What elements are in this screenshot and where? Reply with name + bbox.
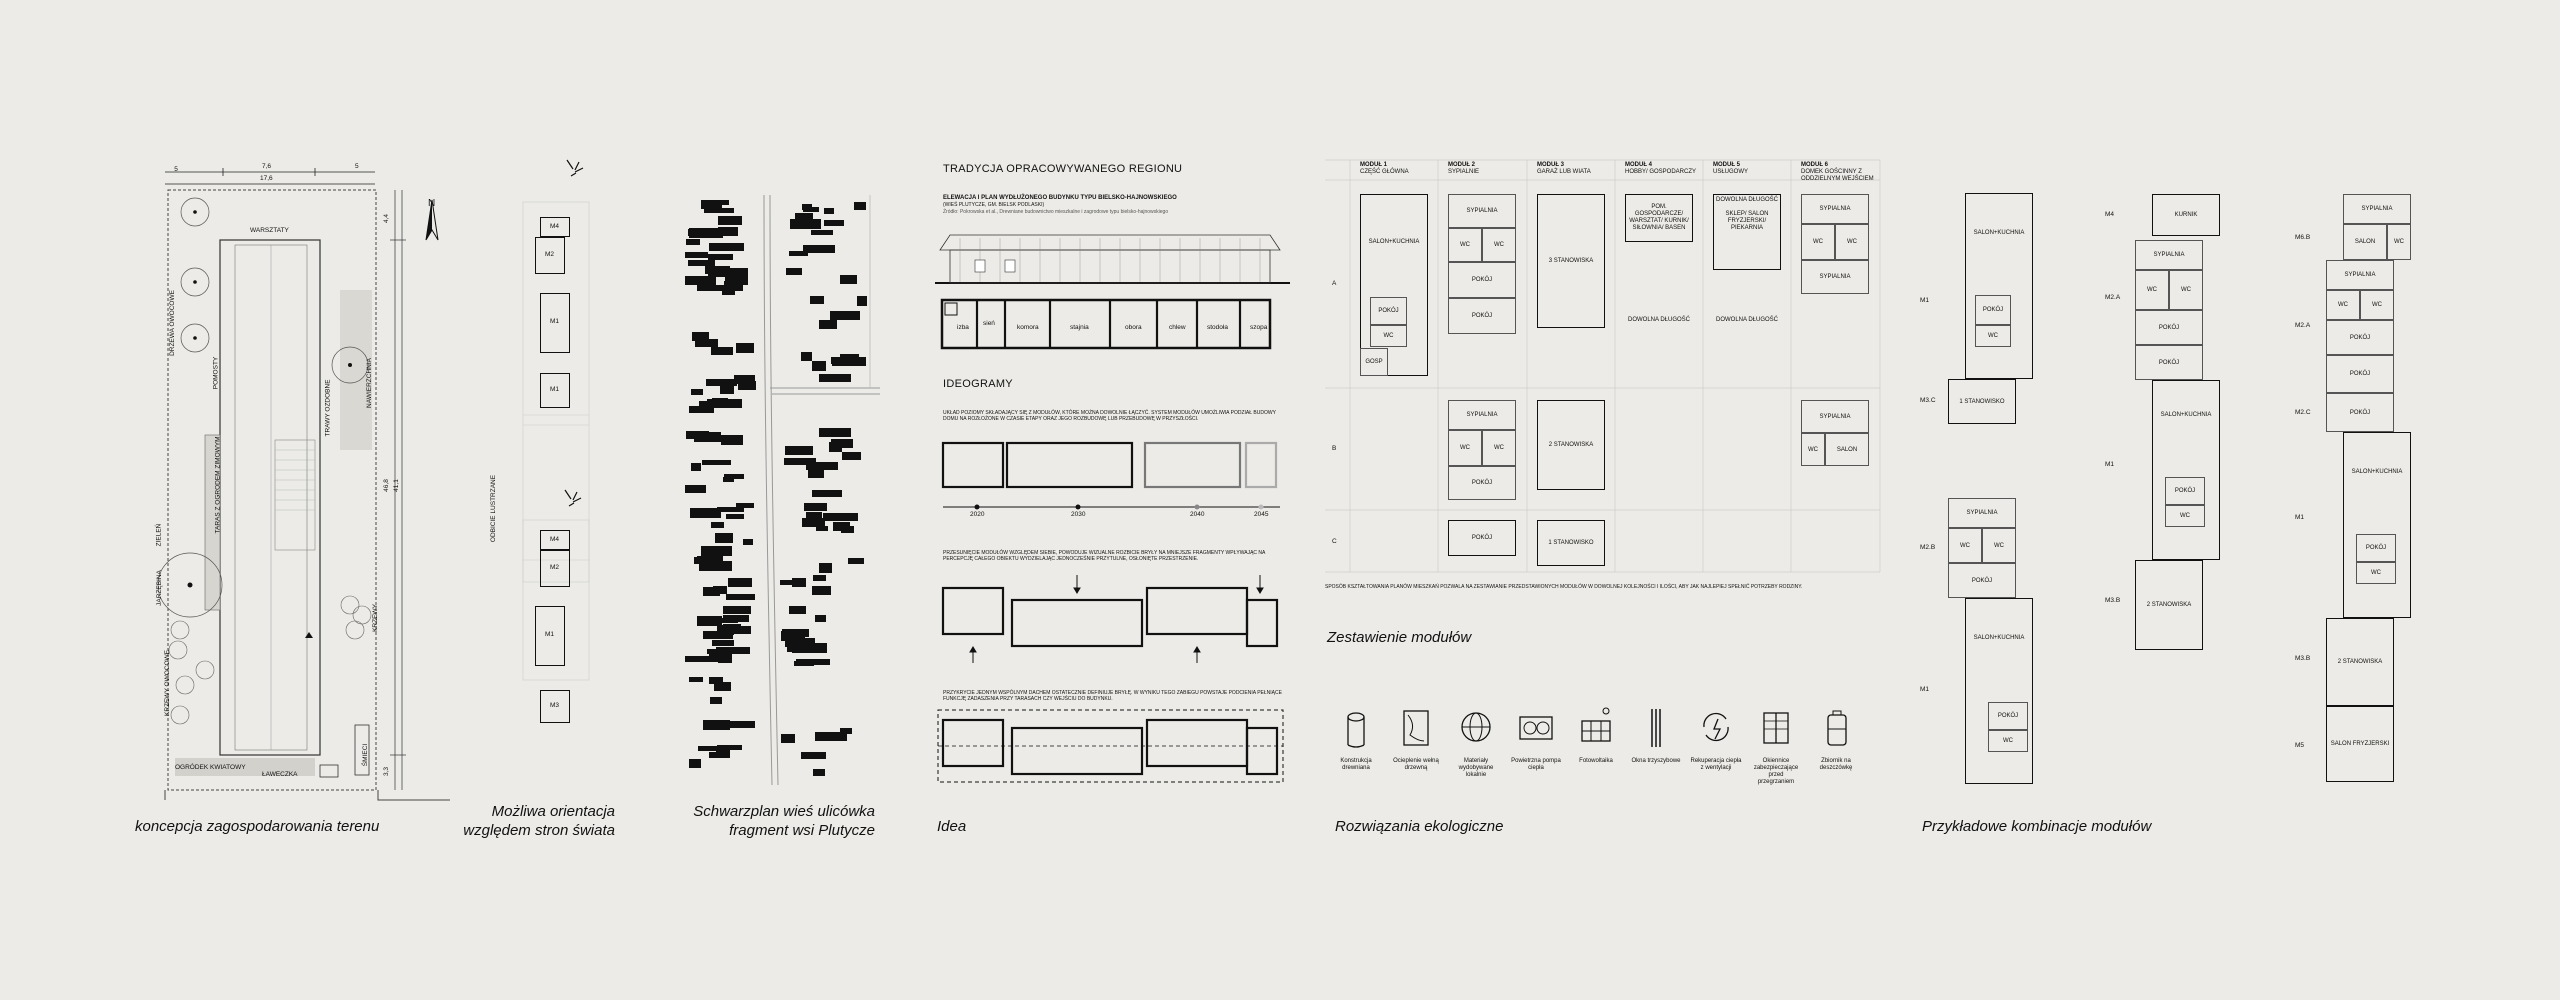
m1-a-salon: SALON+KUCHNIA [1368,238,1420,245]
orient-top-m1b: M1 [540,373,570,408]
building-footprint [830,311,860,320]
label-trawy: TRAWY OZDOBNE [324,379,332,437]
module-head-name: MODUŁ 3 [1537,162,1564,168]
eco-item-4 [1570,705,1622,765]
c3-pokoj4: POKÓJ [2356,534,2396,562]
building-footprint [714,682,731,691]
schwarzplan [680,195,880,785]
building-footprint [790,219,821,229]
label-taras: TARAS Z OGRODEM ZIMOWYM [214,436,222,534]
building-footprint [801,352,812,361]
c2-wc3: WC [2165,505,2205,527]
m5-a-dowolna-top: DOWOLNA DŁUGOŚĆ [1715,197,1778,203]
c1-label-m2b: M2.B [1920,544,1936,551]
label-ogrodek: OGRÓDEK KWIATOWY [175,764,246,771]
caption-site: koncepcja zagospodarowania terenu [135,818,380,835]
room-stodola: stodoła [1207,324,1228,331]
north-label: N [428,198,436,209]
building-footprint [857,296,867,306]
c3-st2: 2 STANOWISKA [2337,659,2383,665]
dim-4-4: 4,4 [383,213,391,224]
c3-salon: SALON [2343,224,2387,260]
c3-wc1: WC [2387,224,2411,260]
dim-17-6: 17,6 [260,175,273,182]
module-head-desc: HOBBY/ GOSPODARCZY [1625,169,1697,175]
eco-item-6 [1690,705,1742,772]
caption-orientation [440,802,615,840]
c1-pokoj2: POKÓJ [1948,563,2016,598]
ideogramy-title: IDEOGRAMY [943,378,1013,390]
eco-label-2: Materiały wydobywane lokalnie [1458,758,1494,778]
building-footprint [787,643,816,652]
m3-a-label: 3 STANOWISKA [1548,258,1594,264]
building-footprint [717,507,744,512]
building-footprint [722,289,735,295]
building-footprint [715,533,733,543]
ideogram-1-text: UKŁAD POZIOMY SKŁADAJĄCY SIĘ Z MODUŁÓW, KTÓRE MOŻNA DOWOLNIE ŁĄCZYĆ. SYSTEM MODUŁÓW UMOŻLIWIA PODZIAŁ BUDOWY DOMU NA ROZŁOŻONE W CZASIE ETAPY ORAZ JEGO ROZBUDOWĘ LUB PRZEBUDOWĘ W PRZYSZŁOŚCI. [943,410,1276,422]
building-footprint [842,452,861,460]
c1-salon1: SALON+KUCHNIA [1973,230,2025,236]
dim-7-6: 7,6 [262,163,272,170]
module-head-3 [1537,162,1617,176]
label-jarzebina: JARZĘBINA [155,570,163,606]
building-footprint [819,374,851,382]
building-footprint [819,563,832,573]
c2-kurnik: KURNIK [2174,212,2198,218]
m6-a-sypialnia1: SYPIALNIA [1801,194,1869,224]
caption-idea: Idea [937,818,967,835]
c3-label-m2c: M2.C [2295,409,2311,416]
building-footprint [705,266,730,274]
eco-item-3 [1510,705,1562,772]
building-footprint [702,460,731,465]
m6-b-salon: SALON [1825,433,1869,466]
building-footprint [738,381,756,390]
m2-b-wc2: WC [1482,430,1516,466]
building-footprint [796,659,830,665]
c1-wc4: WC [1988,730,2028,752]
recovery-icon [1696,705,1736,751]
idea-elev-note: Źródło: Pokrowska et al., Drewniane budownictwo mieszkalne i zagrodowe typu bielsko-hajnowskiego [943,209,1169,215]
building-footprint [697,556,710,561]
caption-combos: Przykładowe kombinacje modułów [1922,818,2152,835]
room-sien: sień [983,320,995,327]
c2-pokoj3: POKÓJ [2165,477,2205,505]
eco-label-0: Konstrukcja drewniana [1340,758,1372,771]
c1-salon2: SALON+KUCHNIA [1973,635,2025,641]
room-stajnia: stajnia [1070,324,1089,331]
building-footprint [789,606,806,614]
building-footprint [695,339,718,347]
c2-wc1: WC [2135,270,2169,310]
year-2045: 2045 [1254,511,1269,518]
orient-bottom-m2: M2 [540,550,570,587]
building-footprint [808,470,824,478]
building-footprint [718,654,732,663]
building-footprint [701,200,722,209]
c3-wc4: WC [2356,562,2396,584]
building-footprint [707,399,742,408]
m2-b-pokoj: POKÓJ [1448,466,1516,500]
eco-item-1 [1390,705,1442,772]
module-head-4 [1625,162,1705,176]
eco-item-0 [1330,705,1382,772]
c1-pokoj3: POKÓJ [1988,702,2028,730]
eco-item-7 [1750,705,1802,786]
label-lawka: ŁAWECZKA [262,771,298,778]
caption-modules: Zestawienie modułów [1327,629,1472,646]
module-head-desc: DOMEK GOŚCINNY Z ODDZIELNYM WEJŚCIEM [1801,169,1874,182]
building-footprint [718,216,742,225]
eco-item-2 [1450,705,1502,779]
ideogram-3-text: PRZYKRYCIE JEDNYM WSPÓLNYM DACHEM OSTATECZNIE DEFINIUJE BRYŁĘ. W WYNIKU TEGO ZABIEGU POWSTAJE PODCIENIA PEŁNIĄCE FUNKCJĘ ZADASZENIA PRZY TARASACH CZY WEJŚCIU DO BUDYNKU. [943,690,1282,702]
row-b: B [1332,445,1337,452]
idea-elev-sub: (WIEŚ PLUTYCZE, GM. BIELSK PODLASKI) [943,202,1045,208]
c1-st1: 1 STANOWISKO [1959,398,2005,405]
caption-eco: Rozwiązania ekologiczne [1335,818,1504,835]
row-c: C [1332,538,1337,545]
dim-3-3: 3,3 [383,766,391,777]
building-footprint [840,728,852,734]
caption-schwarz-line2: fragment wsi Plutycze [729,822,875,839]
year-2040: 2040 [1190,511,1205,518]
building-footprint [689,677,703,682]
building-footprint [686,239,700,245]
module-head-6 [1801,162,1881,183]
globe-icon [1456,705,1496,751]
building-footprint [812,490,842,497]
label-pomosty: POMOSTY [212,356,220,390]
room-obora: obora [1125,324,1142,331]
m1-a-pokoj: POKÓJ [1370,297,1407,325]
wall-icon [1396,705,1436,751]
eco-label-8: Zbiornik na deszczówkę [1819,758,1853,771]
m2-c-pokoj: POKÓJ [1471,535,1493,541]
c3-wc2: WC [2326,290,2360,320]
eco-label-7: Okiennice zabezpieczające przed przegrzaniem [1753,758,1799,785]
m6-b-wc: WC [1801,433,1825,466]
orient-top-m4: M4 [540,217,570,237]
c1-wc3: WC [1982,528,2016,563]
c3-syp1: SYPIALNIA [2343,194,2411,224]
module-head-desc: GARAŻ LUB WIATA [1537,169,1591,175]
caption-orientation-line2: względem stron świata [463,822,615,839]
building-footprint [743,539,753,545]
module-head-desc: USŁUGOWY [1713,169,1749,175]
building-footprint [716,647,750,654]
c3-label-m1: M1 [2295,514,2305,521]
building-footprint [685,252,708,258]
site-plan-drawing [150,160,470,810]
m4-a-dowolna: DOWOLNA DŁUGOŚĆ [1627,317,1690,323]
module-head-desc: SYPIALNIE [1448,169,1480,175]
c2-st2: 2 STANOWISKA [2146,602,2192,608]
building-footprint [831,357,866,364]
c1-syp: SYPIALNIA [1948,498,2016,528]
building-footprint [704,208,734,213]
module-head-name: MODUŁ 1 [1360,162,1387,168]
c3-pokoj2: POKÓJ [2326,355,2394,393]
building-footprint [806,512,822,518]
building-footprint [784,458,816,465]
module-head-1 [1360,162,1440,176]
eco-label-6: Rekuperacja ciepła z wentylacji [1690,758,1742,771]
building-footprint [685,485,706,493]
building-footprint [833,522,850,531]
building-footprint [730,626,751,634]
c3-syp2: SYPIALNIA [2326,260,2394,290]
modules-note: SPOSÓB KSZTAŁTOWANIA PLANÓW MIESZKAŃ POZWALA NA ZESTAWIANIE PRZEDSTAWIONYCH MODUŁÓW W DOWOLNEJ KOLEJNOŚCI I ILOŚCI, ABY JAK NAJLEPIEJ SPEŁNIĆ POTRZEBY RODZINY. [1325,584,1803,590]
building-footprint [728,721,755,728]
label-nawierzchnia: NAWIERZCHNIA [365,358,373,408]
c2-wc2: WC [2169,270,2203,310]
heat-pump-icon [1516,705,1556,751]
building-footprint [811,230,833,235]
building-footprint [710,697,722,704]
caption-schwarz-line1: Schwarzplan wieś ulicówka [693,803,875,820]
c3-pokoj1: POKÓJ [2326,320,2394,355]
building-footprint [780,580,802,585]
building-footprint [831,439,853,448]
label-drzewa: DRZEWA OWOCOWE [168,290,176,356]
building-footprint [728,578,752,587]
building-footprint [723,606,751,614]
m5-a-dowolna: DOWOLNA DŁUGOŚĆ [1715,317,1778,323]
eco-panel [1330,705,1890,795]
label-smieci: ŚMIECI [362,743,370,767]
building-footprint [709,243,744,251]
c2-label-m4: M4 [2105,211,2115,218]
m6-b-sypialnia: SYPIALNIA [1801,400,1869,433]
eco-label-3: Powietrzna pompa ciepła [1511,758,1561,771]
building-footprint [840,275,857,284]
c3-wc3: WC [2360,290,2394,320]
building-footprint [708,254,733,260]
c2-label-m1: M1 [2105,461,2115,468]
c2-label-m2a: M2.A [2105,294,2121,301]
building-footprint [711,522,724,528]
m2-a-wc2: WC [1482,228,1516,262]
idea-drawings [935,160,1295,780]
c3-label-m5: M5 [2295,742,2305,749]
m3-c-label: 1 STANOWISKO [1548,540,1594,546]
building-footprint [698,746,727,751]
c2-pokoj2: POKÓJ [2135,345,2203,380]
building-footprint [819,320,837,329]
m5-a-label: SKLEP/ SALON FRYZJERSKI/ PIEKARNIA [1725,210,1769,231]
label-krzewy: KRZEWY [371,604,379,632]
m1-a-wc: WC [1370,325,1407,347]
modules-table [1325,160,1885,600]
building-footprint [712,640,734,646]
m4-a-label: POM. GOSPODARCZE/ WARSZTAT/ KURNIK/ SIŁOWNIA/ BASEN [1629,204,1689,231]
room-szopa: szopa [1250,324,1268,331]
building-footprint [709,752,730,758]
ideogram-2-text: PRZESUNIĘCIE MODUŁÓW WZGLĘDEM SIEBIE, POWODUJE WIZUALNE ROZBICIE BRYŁY NA MNIEJSZE FRAGMENTY WPŁYWAJĄC NA PERCEPCJĘ CAŁEGO OBIEKTU WYDZIELAJĄC JEDNOCZEŚNIE PRZYTULNE, OSŁONIĘTE PRZESTRZENIE. [943,550,1266,562]
label-zielen: ZIELEŃ [155,523,163,547]
solar-panel-icon [1576,705,1616,751]
building-footprint [823,513,858,521]
room-izba: izba [957,324,969,331]
building-footprint [810,296,824,304]
row-a: A [1332,280,1337,287]
building-footprint [721,435,743,445]
building-footprint [723,615,749,622]
building-footprint [691,389,703,395]
module-head-name: MODUŁ 4 [1625,162,1652,168]
building-footprint [813,769,825,776]
building-footprint [691,463,701,471]
building-footprint [723,477,734,482]
building-footprint [718,227,738,236]
c1-label-m1b: M1 [1920,686,1930,693]
c1-label-m1a: M1 [1920,297,1930,304]
module-head-name: MODUŁ 2 [1448,162,1475,168]
c1-wc2: WC [1948,528,1982,563]
building-footprint [785,446,813,455]
m2-a-wc1: WC [1448,228,1482,262]
module-head-name: MODUŁ 5 [1713,162,1740,168]
log-icon [1336,705,1376,751]
c1-label-m3c: M3.C [1920,397,1936,404]
building-footprint [685,276,716,285]
window-icon [1636,705,1676,751]
schwarzplan-drawing [680,195,880,785]
building-footprint [781,734,795,743]
eco-label-1: Ocieplenie wełną drzewną [1393,758,1439,771]
eco-item-5 [1630,705,1682,765]
building-footprint [812,361,826,371]
building-footprint [802,204,812,210]
building-footprint [782,629,809,637]
building-footprint [689,759,701,768]
building-footprint [801,752,826,759]
caption-orientation-line1: Możliwa orientacja [491,803,615,820]
c3-fryzjer: SALON FRYZJERSKI [2330,741,2390,747]
m2-a-pokoj1: POKÓJ [1448,262,1516,298]
building-footprint [802,518,825,527]
orientation-panel [490,160,605,780]
year-2020: 2020 [970,511,985,518]
building-footprint [819,428,851,437]
building-footprint [795,213,813,220]
label-odbicie: ODBICIE LUSTRZANE [490,474,498,543]
building-footprint [813,575,826,581]
orient-bottom-m3: M3 [540,690,570,723]
orient-top-m2: M2 [535,237,565,274]
building-footprint [854,202,866,210]
building-footprint [701,546,732,556]
building-footprint [848,558,864,564]
module-head-name: MODUŁ 6 [1801,162,1828,168]
site-plan [150,160,470,810]
building-footprint [711,347,733,355]
eco-label-4: Fotowoltaika [1579,758,1613,764]
idea-elev-title: ELEWACJA I PLAN WYDŁUŻONEGO BUDYNKU TYPU BIELSKO-HAJNOWSKIEGO [943,195,1177,201]
building-footprint [824,208,834,214]
c3-label-m6b: M6.B [2295,234,2311,241]
idea-panel [935,160,1295,800]
m6-a-wc1: WC [1801,224,1835,260]
m2-a-pokoj2: POKÓJ [1448,298,1516,334]
module-head-desc: CZĘŚĆ GŁÓWNA [1360,169,1409,175]
building-footprint [697,616,722,626]
building-footprint [804,503,827,511]
c2-salon: SALON+KUCHNIA [2160,412,2212,418]
tank-icon [1816,705,1856,751]
label-warsztaty: WARSZTATY [250,227,289,234]
room-chlew: chlew [1169,324,1186,331]
m6-a-wc2: WC [1835,224,1869,260]
module-head-2 [1448,162,1528,176]
c1-pokoj1: POKÓJ [1975,295,2011,325]
dim-46-8: 46,8 [382,479,390,492]
orient-bottom-m1: M1 [535,606,565,666]
shutter-icon [1756,705,1796,751]
c1-wc1: WC [1975,325,2011,347]
room-komora: komora [1017,324,1039,331]
c3-salon-kuchnia: SALON+KUCHNIA [2351,469,2403,475]
eco-label-5: Okna trzyszybowe [1631,758,1681,764]
building-footprint [736,343,754,353]
m2-a-sypialnia: SYPIALNIA [1448,194,1516,228]
building-footprint [786,268,802,275]
building-footprint [726,514,744,519]
building-footprint [789,251,808,256]
caption-schwarzplan [640,802,875,840]
building-footprint [726,594,755,600]
building-footprint [706,379,737,386]
c2-syp: SYPIALNIA [2135,240,2203,270]
building-footprint [824,220,844,226]
building-footprint [688,260,715,266]
eco-item-8 [1810,705,1862,772]
c2-label-m3b: M3.B [2105,597,2121,604]
orient-top-m1a: M1 [540,293,570,353]
combos-panel [1910,180,2430,800]
building-footprint [812,586,831,595]
building-footprint [688,229,705,236]
year-2030: 2030 [1071,511,1086,518]
m6-a-sypialnia2: SYPIALNIA [1801,260,1869,294]
c2-pokoj1: POKÓJ [2135,310,2203,345]
c3-pokoj3: POKÓJ [2326,393,2394,432]
orient-bottom-m4: M4 [540,530,570,550]
label-krzewy-owocowe: KRZEWY OWOCOWE [163,650,171,716]
m2-b-wc1: WC [1448,430,1482,466]
c3-label-m2a: M2.A [2295,322,2311,329]
m2-b-sypialnia: SYPIALNIA [1448,400,1516,430]
building-footprint [694,432,721,442]
dim-41-1: 41,1 [392,479,400,492]
building-footprint [703,720,730,730]
building-footprint [703,587,720,596]
dim-5b: 5 [355,163,359,170]
c3-label-m3b: M3.B [2295,655,2311,662]
building-footprint [690,508,721,518]
dim-5a: 5 [174,166,178,173]
module-head-5 [1713,162,1793,176]
building-footprint [815,615,826,622]
idea-title: TRADYCJA OPRACOWYWANEGO REGIONU [943,163,1183,175]
m1-a-gosp: GOSP [1360,348,1388,376]
m3-b-label: 2 STANOWISKA [1548,442,1594,448]
